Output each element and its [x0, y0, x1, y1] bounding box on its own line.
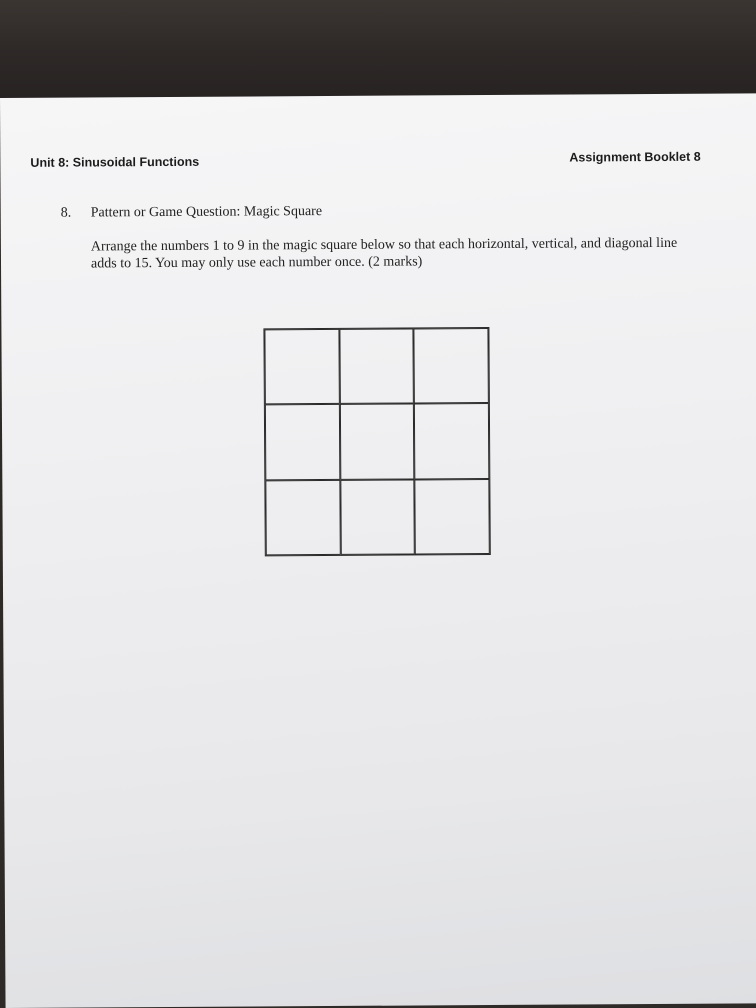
question-instructions: Arrange the numbers 1 to 9 in the magic square below so that each horizontal, vertical, and diagonal line adds to 15. You may only use each number once. (2 marks) — [90, 235, 678, 272]
magic-square-cell[interactable] — [265, 480, 340, 556]
magic-square-cell[interactable] — [415, 479, 490, 555]
magic-square-grid[interactable] — [263, 327, 490, 556]
desk-background — [0, 0, 756, 104]
magic-square-cell[interactable] — [264, 329, 339, 405]
magic-square-cell[interactable] — [414, 403, 489, 479]
magic-square-cell[interactable] — [340, 479, 415, 555]
booklet-title: Assignment Booklet 8 — [569, 149, 701, 165]
question-number: 8. — [60, 205, 72, 221]
magic-square-cell[interactable] — [340, 404, 415, 480]
magic-square-cell[interactable] — [414, 328, 489, 404]
magic-square-cell[interactable] — [265, 404, 340, 480]
magic-square-cell[interactable] — [339, 328, 414, 404]
unit-title: Unit 8: Sinusoidal Functions — [30, 154, 200, 170]
worksheet-page — [0, 93, 756, 1008]
question-title: Pattern or Game Question: Magic Square — [90, 204, 323, 221]
